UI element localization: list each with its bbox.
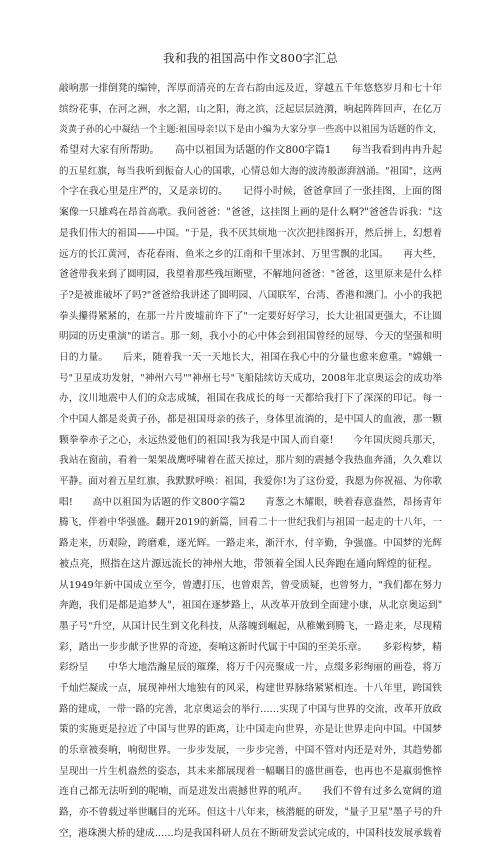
paragraph-line: 彩，踏出一步步献予世界的奇迹，奏响这新时代属于中国的至美乐章。 多彩构梦，精	[59, 641, 442, 653]
paragraph-line: 我站在窗前，看着一架架战鹰呼啸着在蓝天掠过，那片刻的震撼令我热血奔涌，久久难以	[59, 455, 442, 467]
paragraph-line: 子?是被谁破坏了吗?"爸爸给我讲述了圆明园、八国联军，台湾、香港和澳门。小小的我把	[59, 289, 442, 301]
paragraph-line: 唱! 高中以祖国为话题的作文800字篇2 青葱之木耀眼，映着春意盎然，昂扬青年	[59, 496, 442, 508]
paragraph-line: 个中国人都是炎黄子孙，都是祖国母亲的孩子，身体里流淌的，是中国人的血液，那一颗	[59, 414, 442, 425]
paragraph-line: 明园的历史重演"的诺言。那一刻，我小小的心中体会到祖国曾经的屈辱、今天的坚强和明	[59, 331, 442, 343]
paragraph-line: 空，港珠澳大桥的建成……均是我国科研人员在不断研发尝试完成的，中国科技发展承载着	[59, 827, 442, 839]
paragraph-line: 是我们伟大的祖国——中国。"于是，我不厌其烦地一次次把挂图拆开，然后拼上，幻想着	[59, 227, 442, 239]
paragraph-line: 案像一只雄鸡在昂首高歌。我问爸爸："爸爸，这挂图上画的是什么啊?"爸爸告诉我："这	[59, 207, 442, 219]
paragraph-line: 炎黄子孙的心中凝结一个主题:祖国母亲!以下是由小编为大家分享一些高中以祖国为话题的作文，	[59, 125, 442, 136]
paragraph-line: 彩纷呈 中华大地浩瀚星辰的璀璨，将万千闪亮聚成一片，点缀多彩绚丽的画卷，将万	[59, 662, 442, 674]
paragraph-line: 个字在我心里是庄严的，又是亲切的。 记得小时候，爸爸拿回了一张挂图，上面的图	[59, 186, 442, 198]
paragraph-line: 的乐章被奏响，响彻世界。一步步发展，一步步完善，中国不管对内还是对外，其趋势都	[59, 745, 442, 756]
document-title: 我和我的祖国高中作文800字汇总	[163, 51, 338, 65]
paragraph-line: 号"卫星成功发射，"神州六号""神州七号"飞船陆续访天成功，2008年北京奥运会的成功举	[59, 372, 442, 384]
paragraph-line: 腾飞，伴着中华强盛。翻开2019的新篇，回看二十一世纪我们与祖国一起走的十八年，一	[59, 517, 442, 529]
paragraph-line: 呈现出一片生机盎然的姿态，其未来都展现着一幅瞩目的盛世画卷，也再也不是羸弱憔悴	[59, 765, 442, 777]
paragraph-line: 墨子号"升空，从国计民生到文化科技，从落魄到崛起，从稚嫩到腾飞，一路走来，尽现精	[59, 620, 442, 632]
paragraph-line: 被点亮，照指在这片源远流长的神州大地，带领着全国人民奔跑在通向辉煌的征程。	[59, 558, 438, 570]
paragraph-line: 奔跑，我们是都是追梦人"，祖国在逐梦路上，从改革开放到全面建小康，从北京奥运到"	[59, 600, 442, 612]
paragraph-line: 从1949年新中国成立至今，曾遭打压，也曾艰苦，曾受质疑，也曾努力，"我们都在努力	[59, 579, 442, 591]
paragraph-line: 爸爸带我来到了圆明园，我望着那些残垣断壁，不解地问爸爸："爸爸，这里原来是什么样	[59, 269, 442, 281]
document-body	[59, 79, 442, 844]
paragraph-line: 办，汶川地震中人们的众志成城，祖国在我成长的每一天都给我打下了深深的印记。每一	[59, 393, 442, 405]
paragraph-line: 颗拳拳赤子之心，永远热爱他们的祖国!我为我是中国人而自豪! 今年国庆阅兵那天，	[59, 434, 442, 446]
paragraph-line: 敲响那一排倒凳的编钟，浑厚而清亮的左音右韵由远及近，穿越五千年悠悠岁月和七十年	[59, 83, 442, 94]
paragraph-line: 日的力量。 后来，随着我一天一天地长大，祖国在我心中的分量也愈来愈重。"嫦娥一	[59, 351, 442, 363]
paragraph-line: 缤纷花事，在河之洲，水之湄，山之阳，海之滨，泛起层层涟漪，响起阵阵回声，在亿万	[59, 103, 442, 115]
paragraph-line: 策的实施更是拉近了中国与世界的距离，让中国走向世界，亦是让世界走向中国。中国梦	[59, 724, 442, 736]
paragraph-line: 路的建成，一带一路的完善，北京奥运会的举行……实现了中国与世界的交流，改革开放政	[59, 703, 442, 715]
paragraph-line: 拳头攥得紧紧的，在那一片片废墟前许下了"一定要好好学习，长大让祖国更强大，不让圆	[59, 310, 442, 322]
paragraph-line: 远方的长江黄河，杏花春雨、鱼米之乡的江南和千里冰封、万里雪飘的北国。 再大些，	[59, 248, 442, 260]
paragraph-line: 平静。面对着五星红旗，我默默呼唤：祖国，我爱你!为了这份爱，我愿为你祝福、为你歌	[59, 476, 442, 488]
paragraph-line: 路走来，历艰险，跨磨难，逐光辉。一路走来，渐汗水，付辛勤，争强盛。中国梦的光辉	[59, 538, 442, 550]
paragraph-line: 千灿烂凝成一点，展现神州大地独有的风采，构建世界脉络紧紧相连。十八年里，跨国铁	[59, 682, 442, 694]
paragraph-line: 希望对大家有所帮助。 高中以祖国为话题的作文800字篇1 每当我看到冉冉升起	[59, 145, 442, 157]
paragraph-line: 路，亦不曾载过举世瞩目的光环。但这十八年来，核潜艇的研发，"量子卫星"墨子号的升	[59, 807, 442, 819]
paragraph-line: 连自己都无法听到的呢喃，而是进发出震撼世界的吼声。 我们不曾有过多么宽阔的道	[59, 786, 442, 798]
paragraph-line: 的五星红旗，每当我听到振奋人心的国歌，心情总如大海的波涛般澎湃汹涌。"祖国"，这两	[59, 165, 442, 177]
